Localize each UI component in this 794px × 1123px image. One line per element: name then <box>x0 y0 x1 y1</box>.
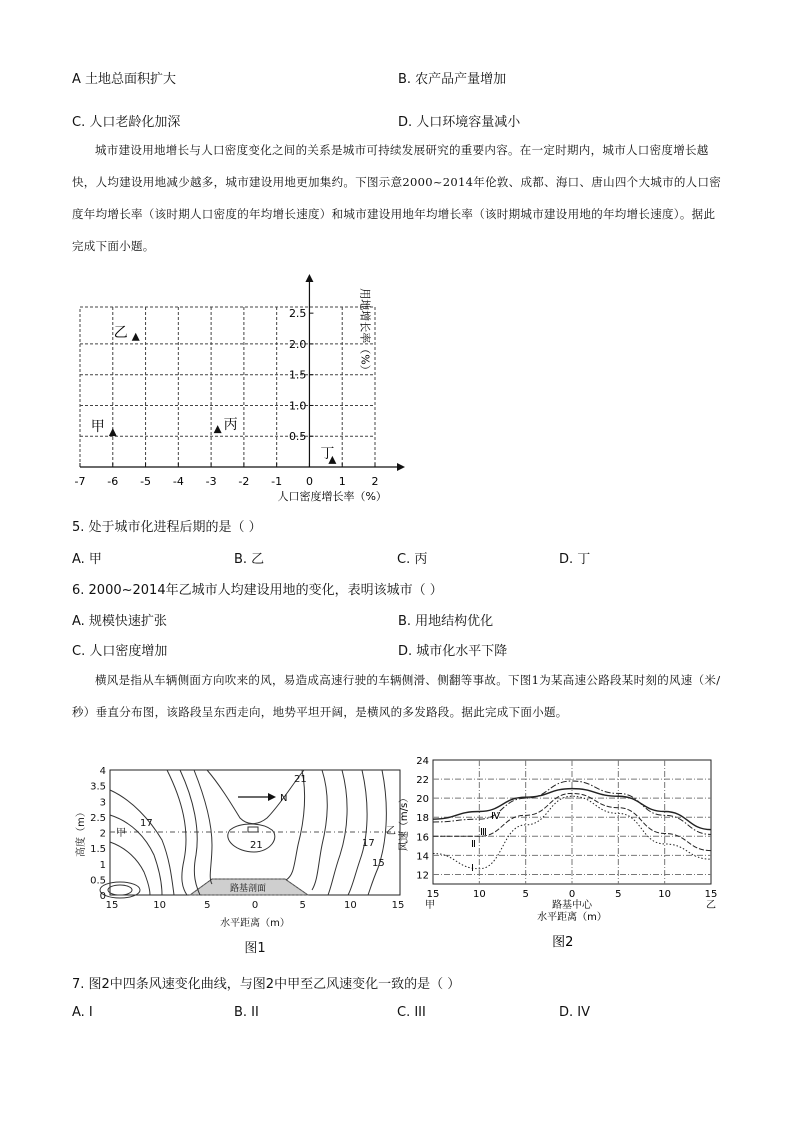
data-point-label: 丙 <box>223 417 238 434</box>
y-tick-label: 1.5 <box>288 368 307 382</box>
fig2-x-tick: 5 <box>615 889 622 900</box>
y-tick-label: 0.5 <box>288 430 307 444</box>
data-point-marker <box>109 428 117 436</box>
q5-option-b[interactable]: B. 乙 <box>234 552 265 567</box>
fig1-x-label: 水平距离（m） <box>220 918 290 929</box>
fig2-right-end: 乙 <box>706 900 716 911</box>
data-point-label: 甲 <box>90 419 105 436</box>
fig1-y-tick: 3.5 <box>90 781 106 793</box>
q6-option-c[interactable]: C. 人口密度增加 <box>72 644 168 659</box>
q6-option-b[interactable]: B. 用地结构优化 <box>398 614 494 629</box>
fig1-x-tick: 15 <box>391 900 405 911</box>
option-c[interactable]: C. 人口老龄化加深 <box>72 115 181 130</box>
x-tick-label: 2 <box>371 475 379 488</box>
data-point-marker <box>132 333 140 341</box>
fig2-x-tick: 5 <box>522 889 529 900</box>
left-mark: 甲 <box>116 828 126 839</box>
x-tick-label: -4 <box>172 475 184 488</box>
fig2-y-tick: 24 <box>416 756 429 767</box>
q7-option-a[interactable]: A. I <box>72 1005 93 1020</box>
fig1-y-label: 高度（m） <box>76 807 87 857</box>
fig2-x-tick: 10 <box>658 889 672 900</box>
q6-option-d[interactable]: D. 城市化水平下降 <box>398 644 508 659</box>
contour-label: 15 <box>372 858 385 869</box>
fig1-x-tick: 5 <box>204 900 211 911</box>
roadbed-label: 路基剖面 <box>230 884 267 894</box>
data-point-label: 乙 <box>113 324 128 341</box>
fig1-y-tick: 0.5 <box>90 875 106 887</box>
intro-paragraph-2: 横风是指从车辆侧面方向吹来的风，易造成高速行驶的车辆侧滑、侧翻等事故。下图1为某高速公路段某时刻的风速（米/秒）垂直分布图，该路段呈东西走向，地势平坦开阔，是横风的多发路段。据此完成下面小题。 <box>72 673 721 719</box>
fig2-x-tick: 0 <box>568 889 576 900</box>
fig1-y-tick: 4 <box>99 766 106 777</box>
fig1-caption: 图1 <box>244 941 266 956</box>
fig1-x-tick: 0 <box>251 900 259 911</box>
fig1-x-tick: 10 <box>343 900 357 911</box>
q5-option-d[interactable]: D. 丁 <box>559 552 591 567</box>
option-a[interactable]: A 土地总面积扩大 <box>72 72 177 87</box>
y-tick-label: 2.0 <box>288 337 307 351</box>
q7-option-d[interactable]: D. IV <box>559 1005 591 1020</box>
wind-speed-line-chart <box>395 752 725 952</box>
arrow-north-label: N <box>280 793 288 804</box>
x-axis-label: 人口密度增长率（%） <box>277 490 387 503</box>
fig2-y-tick: 12 <box>416 870 429 882</box>
x-tick-label: -6 <box>107 475 119 488</box>
fig2-y-tick: 18 <box>416 813 429 825</box>
scatter-axes <box>80 274 405 471</box>
fig1-y-tick: 1.5 <box>90 844 106 856</box>
question-7-stem: 7. 图2中四条风速变化曲线，与图2中甲至乙风速变化一致的是（ ） <box>72 977 461 992</box>
q5-option-c[interactable]: C. 丙 <box>397 552 428 567</box>
contour-label: 17 <box>140 818 153 829</box>
fig2-x-tick: 15 <box>704 889 718 900</box>
fig1-y-tick: 1 <box>99 859 106 871</box>
fig1-x-tick: 5 <box>299 900 306 911</box>
fig2-caption: 图2 <box>552 935 574 950</box>
fig2-y-tick: 14 <box>416 851 429 863</box>
series-label: Ⅲ <box>480 827 487 838</box>
x-tick-label: -2 <box>238 475 250 488</box>
fig2-left-end: 甲 <box>425 900 435 911</box>
contour-label: 21 <box>294 774 307 785</box>
fig1-y-tick: 2.5 <box>90 812 106 824</box>
fig1-y-tick: 2 <box>99 828 106 840</box>
fig2-y-tick: 20 <box>416 794 429 806</box>
series-label: Ⅰ <box>471 863 474 874</box>
q7-option-c[interactable]: C. III <box>397 1005 426 1020</box>
contour-label: 17 <box>362 838 375 849</box>
fig2-x-label: 水平距离（m） <box>537 912 607 923</box>
fig1-y-tick: 0 <box>99 891 106 902</box>
scatter-chart <box>0 270 794 503</box>
x-tick-label: -1 <box>271 475 283 488</box>
x-tick-label: -5 <box>140 475 152 488</box>
fig2-x-tick: 15 <box>426 889 440 900</box>
fig2-y-label: 风速（m/s） <box>399 792 410 852</box>
q6-option-a[interactable]: A. 规模快速扩张 <box>72 614 167 629</box>
q5-option-a[interactable]: A. 甲 <box>72 552 102 567</box>
intro-paragraph-1: 城市建设用地增长与人口密度变化之间的关系是城市可持续发展研究的重要内容。在一定时期内，城市人口密度增长越快，人均建设用地减少越多，城市建设用地更加集约。下图示意2000~2014年伦敦、成都、海口、唐山四个大城市的人口密度年均增长率（该时期人口密度的年均增长速度）和城市建设用地年均增长率（该时期城市建设用地的年均增长速度）。据此完成下面小题。 <box>72 143 722 253</box>
fig1-y-tick: 3 <box>99 797 106 809</box>
fig1-x-tick: 10 <box>153 900 167 911</box>
y-axis-label: 用地增长率（%） <box>358 288 372 376</box>
y-tick-label: 1.0 <box>288 399 307 413</box>
option-b[interactable]: B. 农产品产量增加 <box>398 72 507 87</box>
x-tick-label: -7 <box>74 475 86 488</box>
fig2-x-tick: 10 <box>472 889 486 900</box>
option-d[interactable]: D. 人口环境容量减小 <box>398 115 521 130</box>
series-label: Ⅱ <box>471 839 476 850</box>
series-label: Ⅳ <box>491 811 501 822</box>
x-tick-label: 1 <box>338 475 346 488</box>
x-tick-label: 0 <box>305 475 313 488</box>
y-tick-label: 2.5 <box>288 307 307 321</box>
contour-label: 21 <box>250 840 263 851</box>
q7-option-b[interactable]: B. II <box>234 1005 259 1020</box>
fig2-grid <box>433 760 711 884</box>
fig2-y-tick: 22 <box>416 775 429 787</box>
fig2-center-label: 路基中心 <box>552 900 592 911</box>
question-5-stem: 5. 处于城市化进程后期的是（ ） <box>72 520 262 535</box>
fig1-x-tick: 15 <box>105 900 119 911</box>
x-tick-label: -3 <box>205 475 217 488</box>
data-point-label: 丁 <box>320 445 335 462</box>
fig2-y-tick: 16 <box>416 832 429 844</box>
right-mark: 乙 <box>386 826 396 837</box>
data-point-marker <box>214 425 222 433</box>
wind-contour-figure <box>72 760 412 960</box>
question-6-stem: 6. 2000~2014年乙城市人均建设用地的变化，表明该城市（ ） <box>72 583 443 598</box>
